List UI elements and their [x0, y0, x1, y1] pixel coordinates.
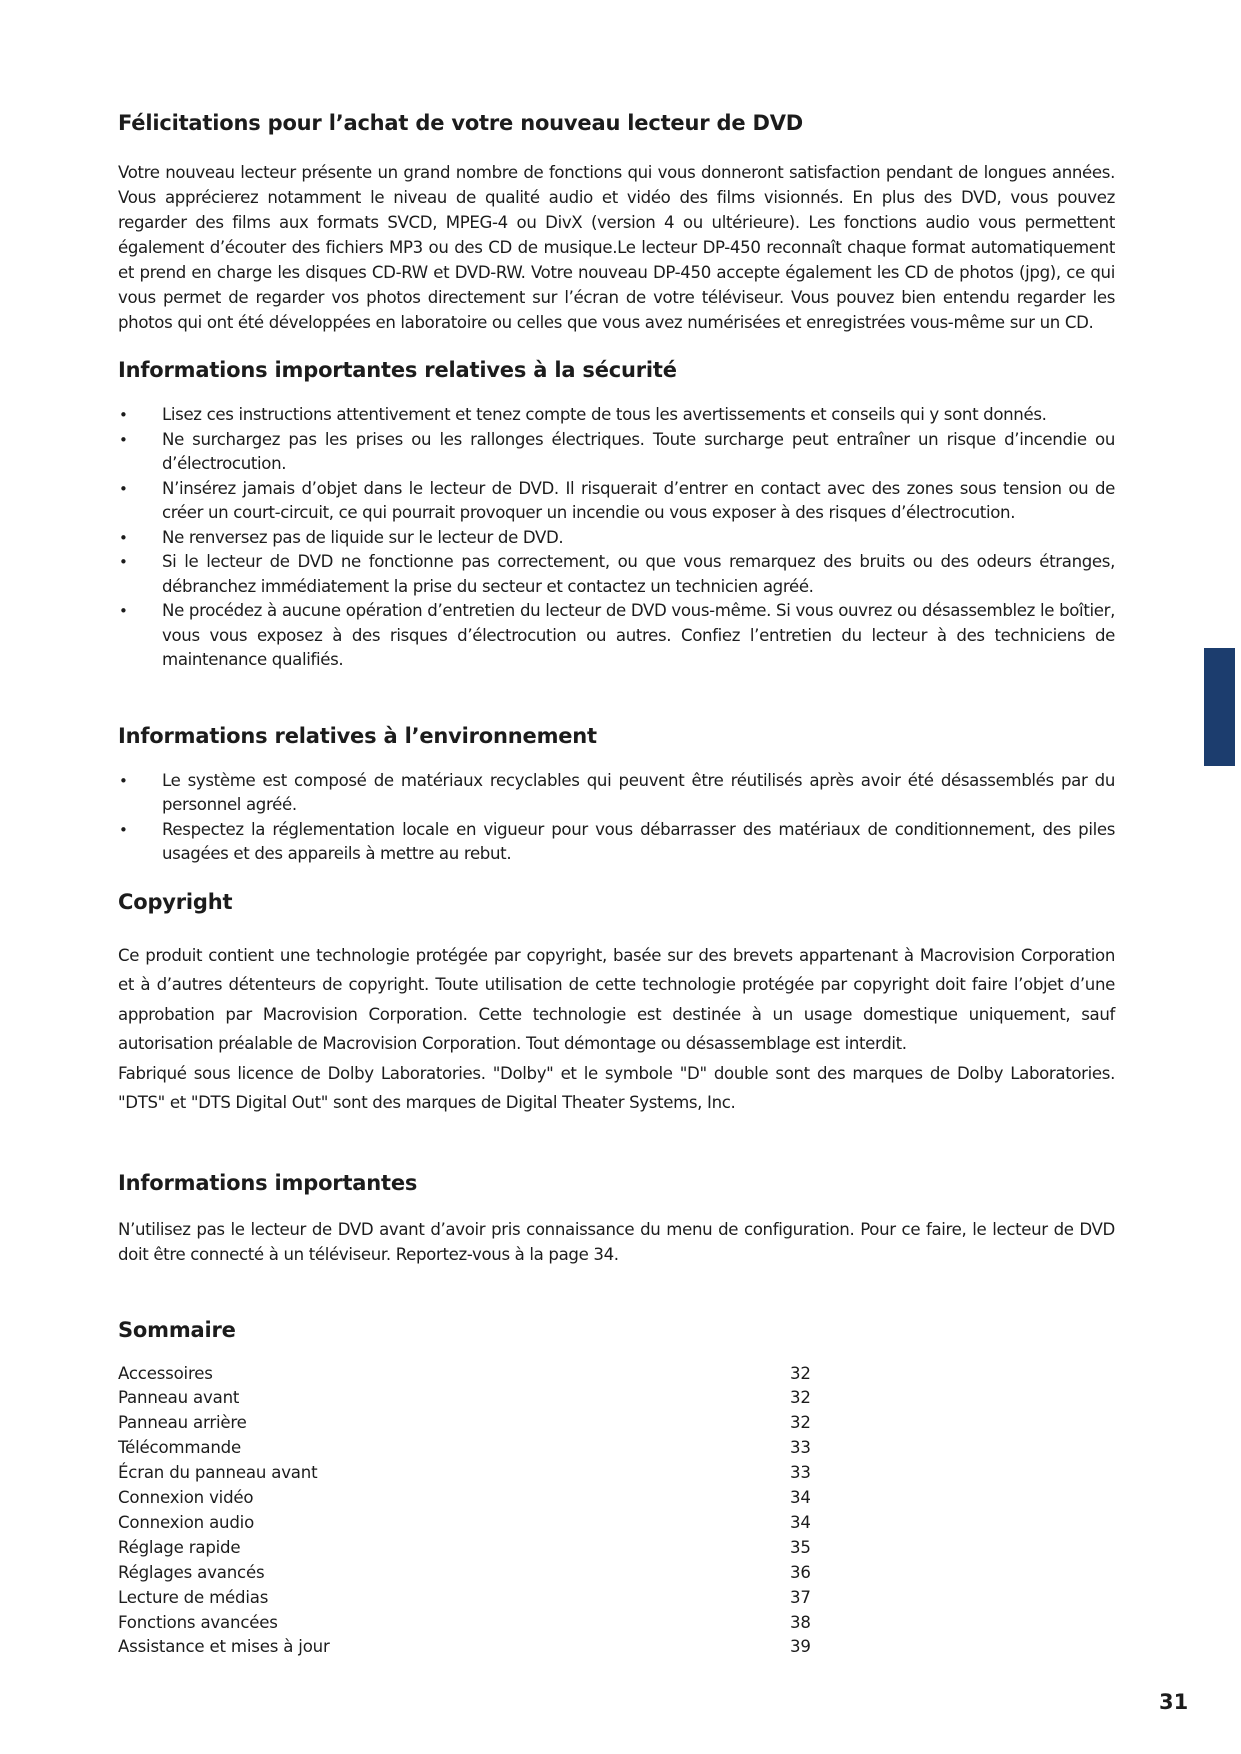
document-page: [118, 110, 1115, 1660]
list-item: • Respectez la réglementation locale en vigueur pour vous débarrasser des matériaux de conditionnement, des piles usagées et des appareils à mettre au rebut.: [119, 819, 1115, 863]
copyright-heading: Copyright: [118, 889, 233, 914]
environment-heading: Informations relatives à l’environnement: [118, 723, 597, 748]
bullet-icon: •: [119, 406, 128, 424]
toc-entry: Accessoires 32: [118, 1363, 811, 1383]
toc-entry: Assistance et mises à jour 39: [118, 1637, 811, 1657]
page-number: 31: [1159, 1690, 1189, 1714]
bullet-icon: •: [119, 479, 128, 498]
copyright-paragraph: Ce produit contient une technologie protégée par copyright, basée sur des brevets appartenant à Macrovision Corporation et à d’autres détenteurs de copyright. Toute utilisation de cette technologie protégée par copyright doit faire l’objet d’une approbation par Macrovision Corporation. Cette technologie est destinée à un usage domestique uniquement, sauf autorisation préalable de Macrovision Corporation. Tout démontage ou désassemblage est interdit.: [118, 945, 1115, 1053]
toc-entry: Connexion vidéo 34: [118, 1488, 811, 1508]
important-paragraph: N’utilisez pas le lecteur de DVD avant d’avoir pris connaissance du menu de configuration. Pour ce faire, le lecteur de DVD doit être connecté à un téléviseur. Reportez-vous à la page 34.: [118, 1219, 1115, 1264]
toc-entry: Écran du panneau avant 33: [118, 1463, 811, 1483]
list-item: • Le système est composé de matériaux recyclables qui peuvent être réutilisés après avoir été désassemblés par du personnel agréé.: [119, 770, 1115, 814]
table-of-contents: [118, 1362, 818, 1661]
toc-entry: Lecture de médias 37: [118, 1587, 811, 1607]
safety-heading: Informations importantes relatives à la sécurité: [118, 358, 677, 382]
bullet-icon: •: [119, 771, 128, 790]
bullet-icon: •: [119, 553, 128, 571]
toc-heading: Sommaire: [118, 1317, 236, 1342]
bullet-icon: •: [119, 820, 128, 839]
toc-entry: Réglages avancés 36: [118, 1562, 811, 1582]
bullet-icon: •: [119, 528, 128, 547]
toc-entry: Réglage rapide 35: [118, 1537, 811, 1557]
toc-entry: Fonctions avancées 38: [118, 1612, 811, 1632]
important-heading: Informations importantes: [118, 1170, 418, 1195]
toc-entry: Télécommande 33: [118, 1438, 811, 1458]
list-item: • Ne procédez à aucune opération d’entretien du lecteur de DVD vous-même. Si vous ouvrez ou désassemblez le boîtier, vous vous exposez à des risques d’électrocution ou autres. Confiez l’entretien du lecteur à des techniciens de maintenance qualifiés.: [119, 601, 1115, 669]
license-paragraph: Fabriqué sous licence de Dolby Laboratories. "Dolby" et le symbole "D" double sont des marques de Dolby Laboratories. "DTS" et "DTS Digital Out" sont des marques de Digital Theater Systems, Inc.: [118, 1063, 1115, 1112]
environment-list: [118, 769, 1115, 867]
list-item: • N’insérez jamais d’objet dans le lecteur de DVD. Il risquerait d’entrer en contact avec des zones sous tension ou de créer un court-circuit, ce qui pourrait provoquer un incendie ou vous exposer à des risques d’électrocution.: [119, 478, 1115, 522]
list-item: • Lisez ces instructions attentivement et tenez compte de tous les avertissements et conseils qui y sont donnés.: [118, 403, 1115, 428]
toc-entry: Panneau arrière 32: [118, 1413, 811, 1433]
safety-list: [118, 403, 1115, 673]
congrats-paragraph: Votre nouveau lecteur présente un grand nombre de fonctions qui vous donneront satisfaction pendant de longues années. Vous apprécierez notamment le niveau de qualité audio et vidéo des films visionnés. En plus des DVD, vous pouvez regarder des films aux formats SVCD, MPEG-4 ou DivX (version 4 ou ultérieure). Les fonctions audio vous permettent également d’écouter des fichiers MP3 ou des CD de musique.Le lecteur DP-450 reconnaît chaque format automatiquement et prend en charge les disques CD-RW et DVD-RW. Votre nouveau DP-450 accepte également les CD de photos (jpg), ce qui vous permet de regarder vos photos directement sur l’écran de votre téléviseur. Vous pouvez bien entendu regarder les photos qui ont été développées en laboratoire ou celles que vous avez numérisées et enregistrées vous-même sur un CD.: [118, 163, 1115, 332]
toc-entry: Connexion audio 34: [118, 1512, 811, 1532]
list-item: • Ne surchargez pas les prises ou les rallonges électriques. Toute surcharge peut entraîner un risque d’incendie ou d’électrocution.: [119, 429, 1115, 473]
toc-entry: Panneau avant 32: [118, 1388, 811, 1408]
section-tab-marker: [1204, 648, 1235, 766]
congrats-heading: Félicitations pour l’achat de votre nouveau lecteur de DVD: [118, 111, 803, 135]
copyright-text: [118, 941, 1115, 1118]
bullet-icon: •: [119, 602, 128, 620]
bullet-icon: •: [119, 430, 128, 449]
list-item: • Si le lecteur de DVD ne fonctionne pas correctement, ou que vous remarquez des bruits ou des odeurs étranges, débranchez immédiatement la prise du secteur et contactez un technicien agréé.: [119, 552, 1115, 596]
list-item: • Ne renversez pas de liquide sur le lecteur de DVD.: [118, 526, 1115, 551]
